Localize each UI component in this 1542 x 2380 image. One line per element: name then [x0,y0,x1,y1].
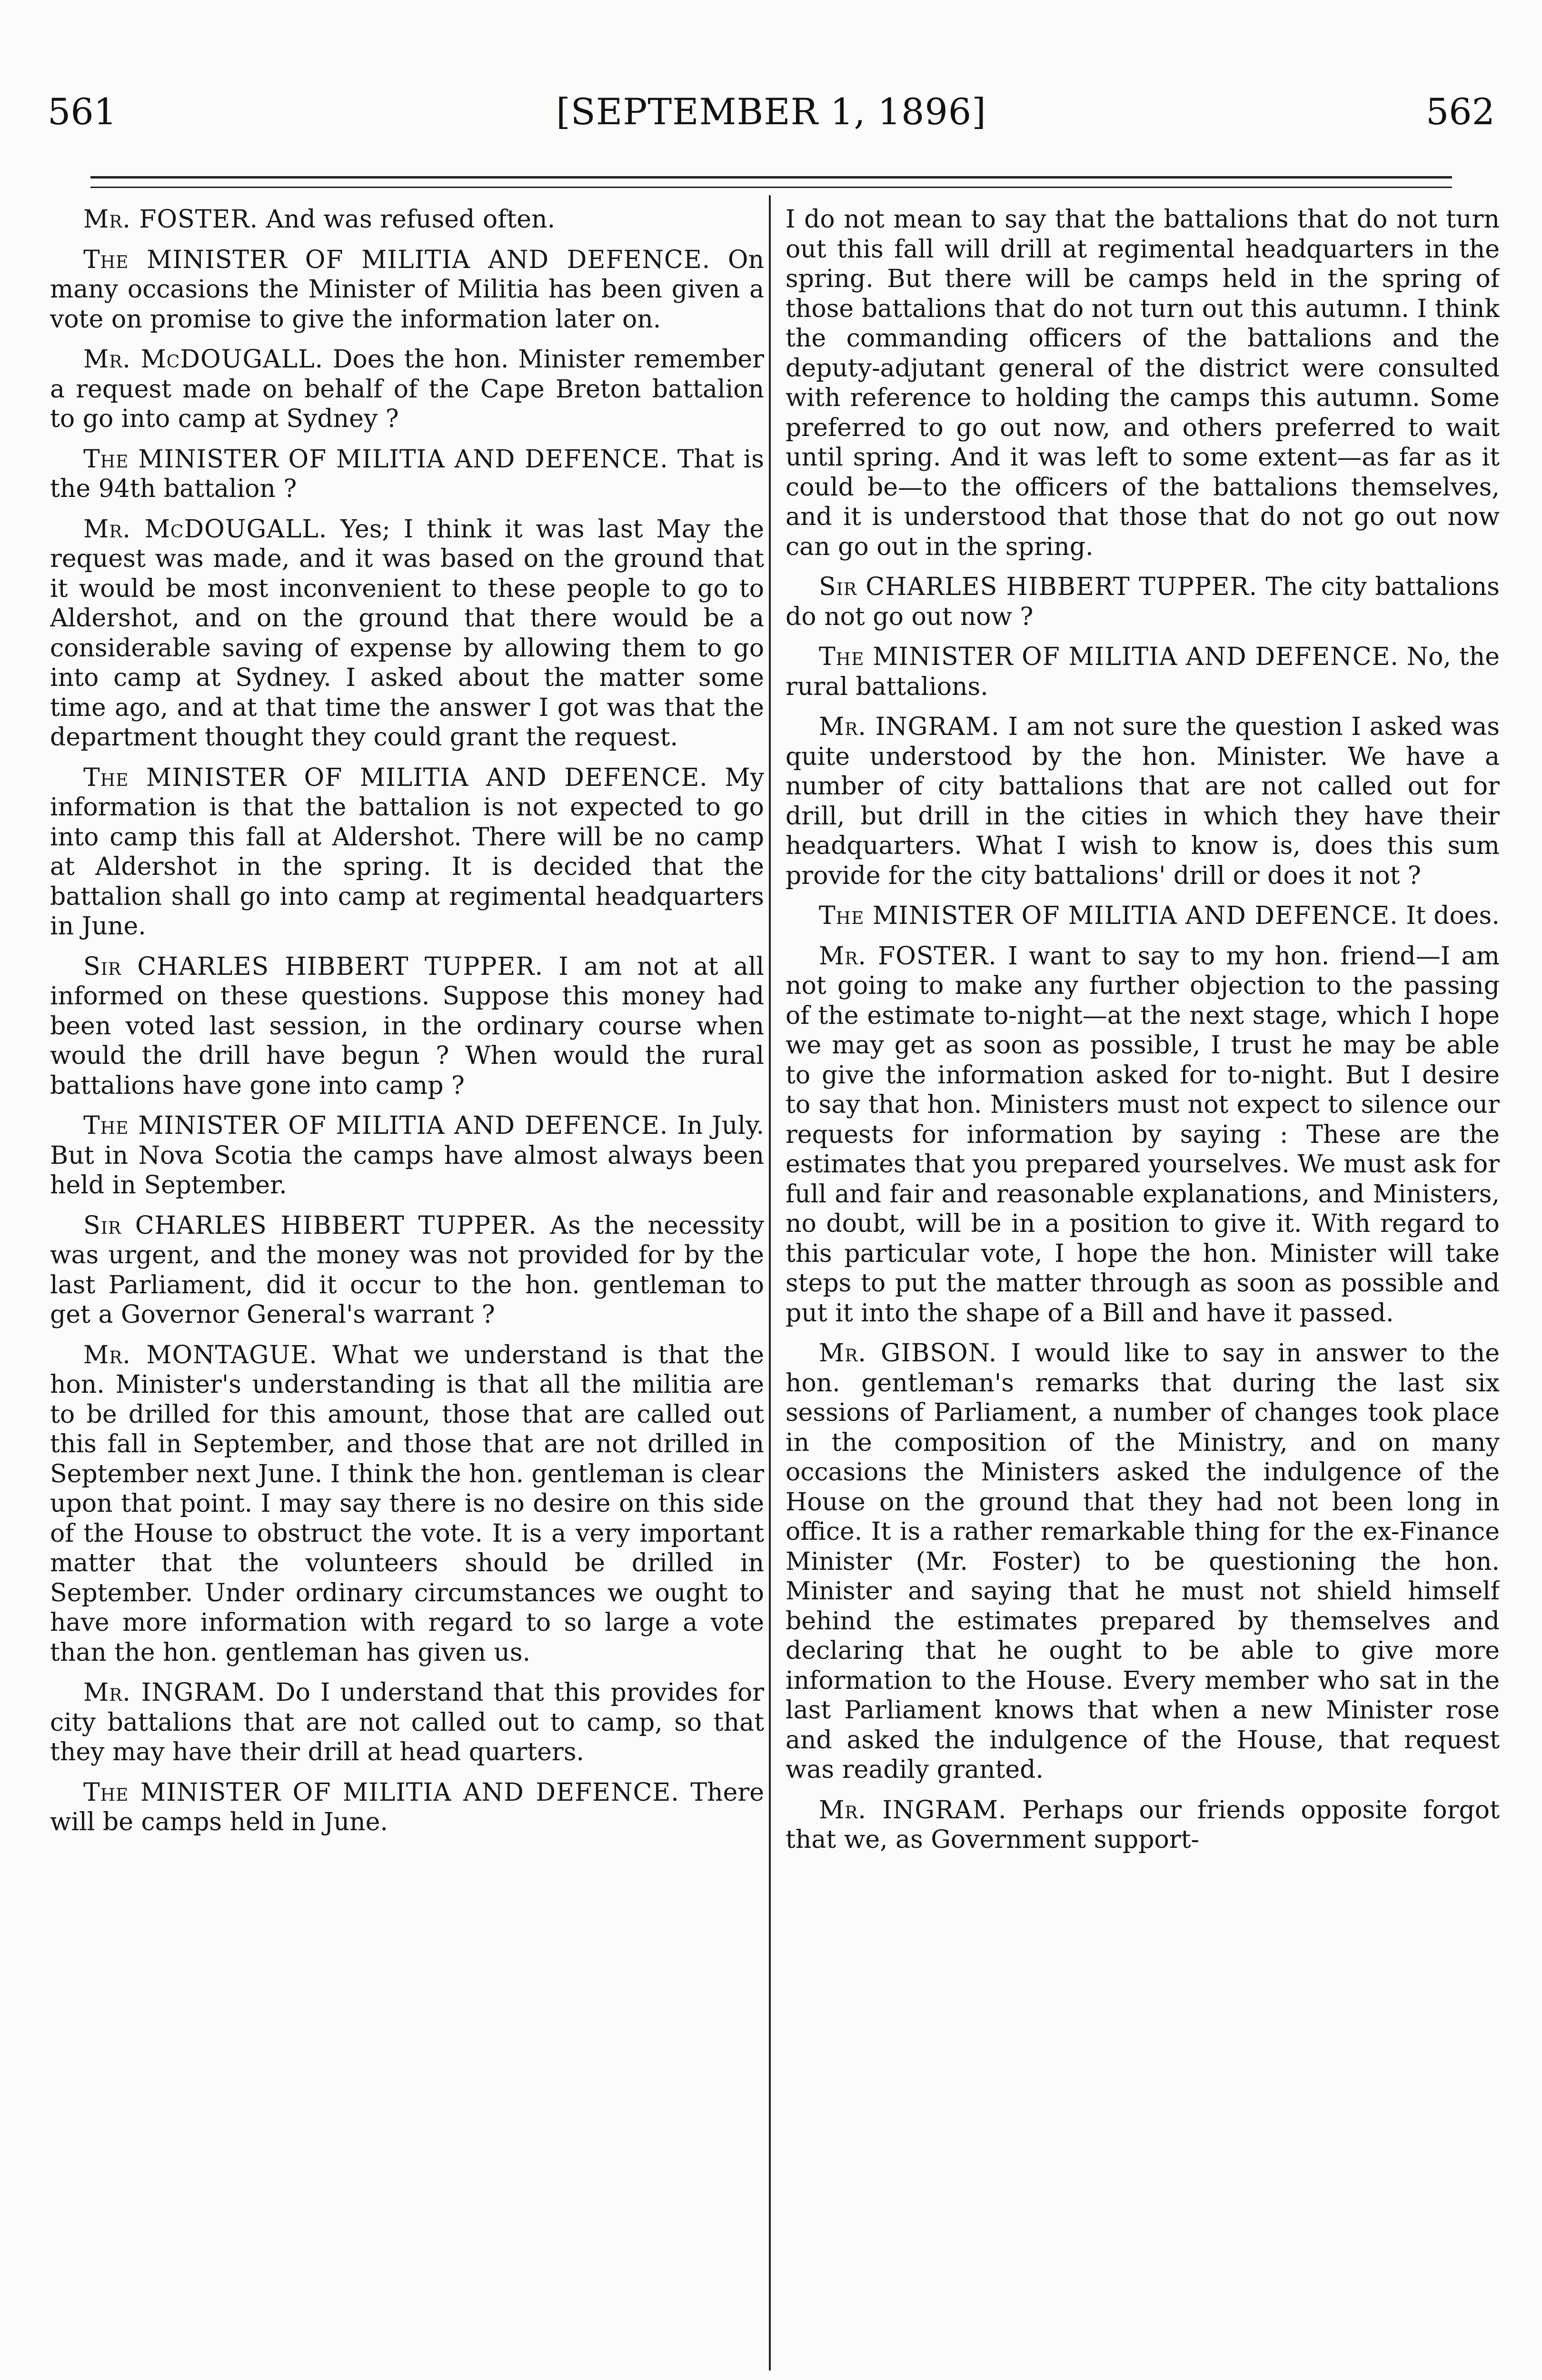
speech-text: That is the 94th battalion ? [50,445,764,503]
speech-paragraph [786,1795,1500,1855]
speech-paragraph [786,642,1500,702]
speech-text: My information is that the battalion is not expected to go into camp this fall at Aldershot. There will be no camp at Aldershot in the spring. It is decided that the battalion shall go into camp at regimental headquarters in June. [50,763,764,941]
speech-text: Does the hon. Minister remember a request made on behalf of the Cape Breton battalion to go into camp at Sydney ? [50,345,764,433]
speech-paragraph [50,1340,764,1668]
speech-paragraph [786,1339,1500,1785]
speaker-name: Mr. INGRAM. [819,713,1000,741]
speaker-name: The MINISTER OF MILITIA AND DEFENCE. [83,245,711,274]
speech-text: I would like to say in answer to the hon. gentleman's remarks that during the last six sessions of Parliament, a number of changes took place in the composition of the Ministry, and on many occasions the Ministers asked the indulgence of the House on the ground that they had not been long in office. It is a rather remarkable thing for the ex-Finance Minister (Mr. Foster) to be questioning the hon. Minister and saying that he must not shield himself behind the estimates prepared by themselves and declaring that he ought to be able to give more information to the House. Every member who sat in the last Parliament knows that when a new Minister rose and asked the indulgence of the House, that request was readily granted. [786,1339,1500,1784]
speaker-name: Mr. McDOUGALL. [83,345,324,374]
speaker-name: Mr. GIBSON. [819,1339,997,1368]
speech-text: The city battalions do not go out now ? [786,573,1500,631]
speech-paragraph [50,205,764,235]
speech-text: What we understand is that the hon. Minister's understanding is that all the militia are to be drilled for this amount, those that are called out this fall in September, and those that are not drilled in September next June. I think the hon. gentleman is clear upon that point. I may say there is no desire on this side of the House to obstruct the vote. It is a very important matter that the volunteers should be drilled in September. Under ordinary circumstances we ought to have more information with regard to so large a vote than the hon. gentleman has given us. [50,1340,764,1667]
speech-paragraph [786,572,1500,632]
speech-text: I am not at all informed on these questions. Suppose this money had been voted last session, in the ordinary course when would the drill have begun ? When would the rural battalions have gone into camp ? [50,952,764,1100]
speech-text: Yes; I think it was last May the request was made, and it was based on the ground that it would be most inconvenient to these people to go to Aldershot, and on the ground that there would be a considerable saving of expense by allowing them to go into camp at Sydney. I asked about the matter some time ago, and at that time the answer I got was that the department thought they could grant the request. [50,515,764,752]
speaker-name: The MINISTER OF MILITIA AND DEFENCE. [83,763,708,792]
speech-text: It does. [1406,902,1500,930]
speaker-name: The MINISTER OF MILITIA AND DEFENCE. [83,1111,668,1140]
speech-paragraph [786,205,1500,562]
header-rule [90,176,1452,178]
speaker-name: Sir CHARLES HIBBERT TUPPER. [819,573,1258,601]
speaker-name: The MINISTER OF MILITIA AND DEFENCE. [819,902,1398,930]
speaker-name: The MINISTER OF MILITIA AND DEFENCE. [83,1778,679,1807]
speech-paragraph [50,1778,764,1837]
speech-paragraph [50,763,764,942]
speaker-name: The MINISTER OF MILITIA AND DEFENCE. [819,643,1399,671]
speaker-name: The MINISTER OF MILITIA AND DEFENCE. [83,445,668,474]
speech-text: In July. But in Nova Scotia the camps have almost always been held in September. [50,1111,764,1200]
header-rule-secondary [90,187,1452,188]
speech-text: On many occasions the Minister of Militia has been given a vote on promise to give the information later on. [50,245,764,334]
speaker-name: Mr. INGRAM. [83,1678,266,1707]
speaker-name: Mr. FOSTER. [83,205,259,234]
speech-paragraph [50,245,764,335]
speaker-name: Mr. FOSTER. [819,942,997,971]
page-number-left: 561 [48,90,117,133]
speaker-name: Sir CHARLES HIBBERT TUPPER. [83,1211,537,1240]
speech-paragraph [50,515,764,753]
speech-paragraph [50,1678,764,1767]
speech-paragraph [50,952,764,1101]
speech-text: As the necessity was urgent, and the money was not provided for by the last Parliament, did it occur to the hon. gentleman to get a Governor General's warrant ? [50,1211,764,1329]
speech-text: Do I understand that this provides for city battalions that are not called out to camp, so that they may have their drill at head quarters. [50,1678,764,1766]
speech-text: I do not mean to say that the battalions that do not turn out this fall will drill at regimental headquarters in the spring. But there will be camps held in the spring of those battalions that do not turn out this autumn. I think the commanding officers of the battalions and the deputy-adjutant general of the district were consulted with reference to holding the camps this autumn. Some preferred to go out now, and others preferred to wait until spring. And it was left to some extent—as far as it could be—to the officers of the battalions themselves, and it is understood that those that do not go out now can go out in the spring. [786,205,1500,561]
page-date: [SEPTEMBER 1, 1896] [556,90,986,133]
speech-text: I want to say to my hon. friend—I am not going to make any further objection to the passing of the estimate to-night—at the next stage, which I hope we may get as soon as possible, I trust he may be able to give the information asked for to-night. But I desire to say that hon. Ministers must not expect to silence our requests for information by saying : These are the estimates that you prepared yourselves. We must ask for full and fair and reasonable explanations, and Ministers, no doubt, will be in a position to give it. With regard to this particular vote, I hope the hon. Minister will take steps to put the matter through as soon as possible and put it into the shape of a Bill and have it passed. [786,942,1500,1328]
right-column [786,205,1500,2375]
speaker-name: Sir CHARLES HIBBERT TUPPER. [83,952,543,981]
speaker-name: Mr. INGRAM. [819,1795,1007,1825]
speaker-name: Mr. MONTAGUE. [83,1340,318,1369]
speech-text: Perhaps our friends opposite forgot that we, as Government support- [786,1795,1500,1854]
speech-text: And was refused often. [266,205,556,234]
speech-paragraph [786,901,1500,931]
speech-paragraph [786,942,1500,1329]
speech-paragraph [786,712,1500,891]
page-header [48,90,1495,143]
speech-paragraph [50,1211,764,1330]
speech-paragraph [50,445,764,504]
speech-paragraph [50,1111,764,1200]
page-number-right: 562 [1425,90,1495,133]
speech-paragraph [50,345,764,434]
speech-text: There will be camps held in June. [50,1778,764,1836]
left-column [50,205,764,2375]
speech-text: I am not sure the question I asked was quite understood by the hon. Minister. We have a number of city battalions that are not called out for drill, but drill in the cities in which they have their headquarters. What I wish to know is, does this sum provide for the city battalions' drill or does it not ? [786,713,1500,890]
speech-text: No, the rural battalions. [786,643,1500,701]
speaker-name: Mr. McDOUGALL. [83,515,328,544]
column-divider [769,195,771,2370]
